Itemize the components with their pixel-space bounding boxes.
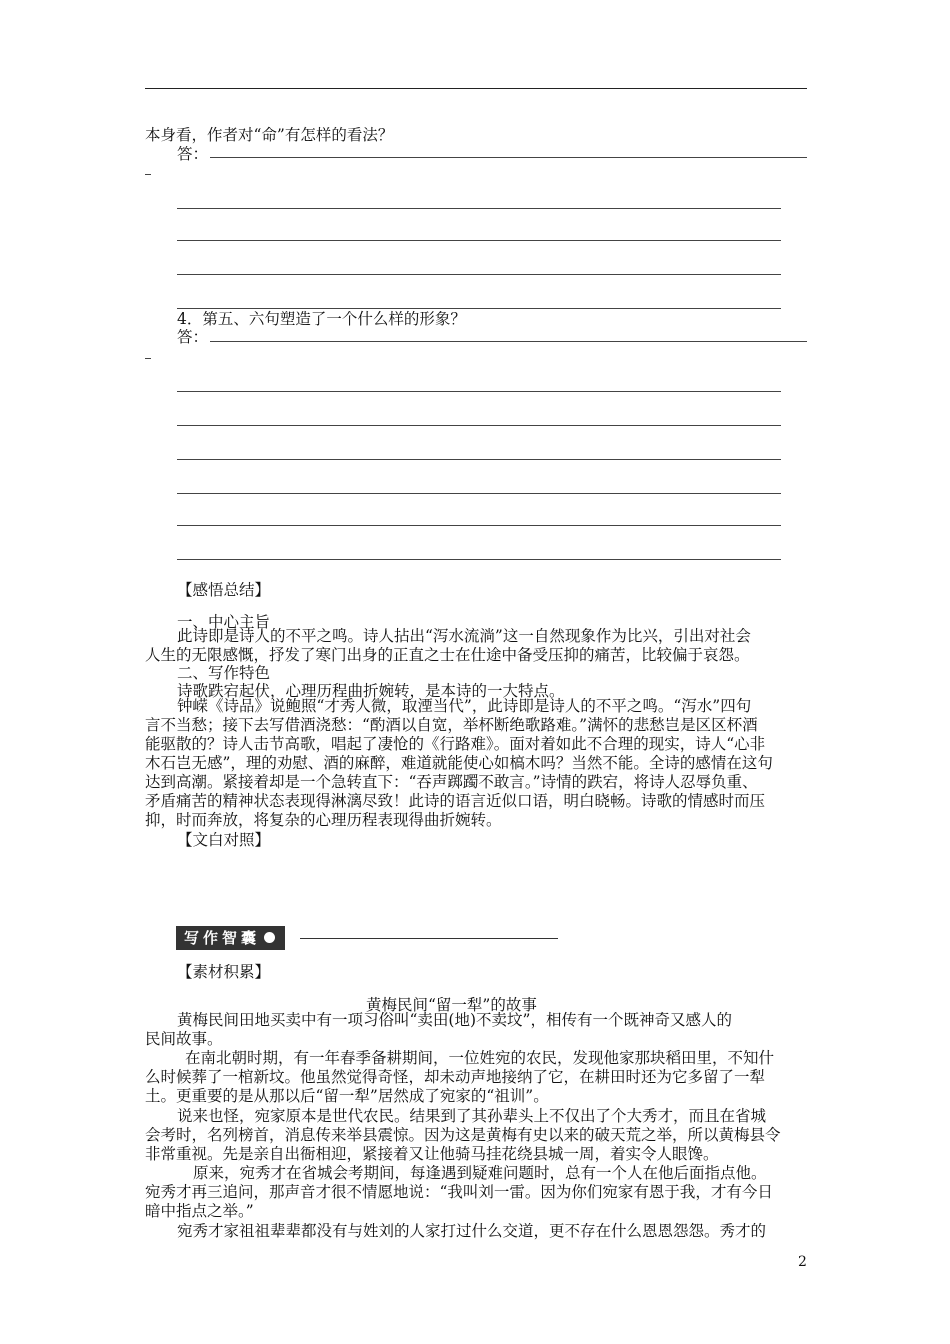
q4-answer-line-4 xyxy=(177,459,781,460)
story-p2-line-3: 土。更重要的是从那以后“留一犁”居然成了宛家的“祖训”。 xyxy=(145,1087,549,1105)
summary-s2-line-5: 达到高潮。紧接着却是一个急转直下：“吞声踯躅不敢言。”诗情的跌宕，将诗人忍辱负重、 xyxy=(145,773,758,791)
writing-heading: 【素材积累】 xyxy=(177,963,271,981)
q4-answer-line-6 xyxy=(177,525,781,526)
page-number: 2 xyxy=(798,1254,807,1270)
summary-s2-line-4: 木石岂无感”，理的劝慰、酒的麻醉，难道就能使心如槁木吗？当然不能。全诗的感情在这句 xyxy=(145,754,773,772)
story-p4-line-1: 原来，宛秀才在省城会考期间，每逢遇到疑难问题时，总有一个人在他后面指点他。 xyxy=(193,1164,767,1182)
summary-s1-line-2: 人生的无限感慨，抒发了寒门出身的正直之士在仕途中备受压抑的痛苦，比较偏于哀怨。 xyxy=(145,646,750,664)
summary-s2-line-6: 矛盾痛苦的精神状态表现得淋漓尽致！此诗的语言近似口语，明白晓畅。诗歌的情感时而压 xyxy=(145,792,766,810)
summary-section2-title: 二、写作特色 xyxy=(177,664,271,682)
summary-s2-line-2: 言不当愁；接下去写借酒浇愁：“酌酒以自宽，举杯断绝歌路难。”满怀的悲愁岂是区区杯酒 xyxy=(145,716,758,734)
q4-answer-line-5 xyxy=(177,493,781,494)
q4-answer-label: 答： xyxy=(177,328,209,346)
banner-dot-icon xyxy=(264,932,275,943)
q3-answer-line-3 xyxy=(177,240,781,241)
story-p3-line-1: 说来也怪，宛家原本是世代农民。结果到了其孙辈头上不仅出了个大秀才，而且在省城 xyxy=(177,1107,767,1125)
story-p4-line-2: 宛秀才再三追问，那声音才很不情愿地说：“我叫刘一雷。因为你们宛家有恩于我，才有今日 xyxy=(145,1183,773,1201)
q4-answer-line-7 xyxy=(177,559,781,560)
summary-s2-line-7: 抑，时而奔放，将复杂的心理历程表现得曲折婉转。 xyxy=(145,811,502,829)
q3-answer-line-2 xyxy=(177,208,781,209)
story-para-3 xyxy=(145,1107,807,1164)
q3-answer-line-4 xyxy=(177,274,781,275)
story-p3-line-2: 会考时，名列榜首，消息传来举县震惊。因为这是黄梅有史以来的破天荒之举，所以黄梅县令 xyxy=(145,1126,781,1144)
summary-s1-line-1: 此诗即是诗人的不平之鸣。诗人拈出“泻水流淌”这一自然现象作为比兴，引出对社会 xyxy=(177,627,751,645)
q4-answer-line-2 xyxy=(177,391,781,392)
q3-prompt-tail: 本身看，作者对“命”有怎样的看法？ xyxy=(145,126,394,144)
banner-rule xyxy=(300,938,558,939)
q3-line-stub xyxy=(145,174,151,175)
story-p1-line-2: 民间故事。 xyxy=(145,1030,223,1048)
translation-heading: 【文白对照】 xyxy=(177,831,271,849)
story-p1-line-1: 黄梅民间田地买卖中有一项习俗叫“卖田(地)不卖坟”，相传有一个既神奇又感人的 xyxy=(177,1011,732,1029)
story-para-1 xyxy=(145,1011,807,1049)
story-p3-line-3: 非常重视。先是亲自出衙相迎，紧接着又让他骑马挂花绕县城一周，着实令人眼馋。 xyxy=(145,1145,719,1163)
summary-section2-line1: 诗歌跌宕起伏，心理历程曲折婉转，是本诗的一大特点。 xyxy=(177,682,565,700)
header-rule xyxy=(145,88,807,89)
q4-line-stub xyxy=(145,358,151,359)
summary-section1-title: 一、中心主旨 xyxy=(177,613,271,631)
story-para-4 xyxy=(145,1164,807,1221)
q4-answer-line-3 xyxy=(177,425,781,426)
story-title: 黄梅民间“留一犁”的故事 xyxy=(366,996,537,1014)
summary-section1-body xyxy=(145,627,807,665)
story-p2-line-1: 在南北朝时期，有一年春季备耕期间，一位姓宛的农民，发现他家那块稻田里，不知什 xyxy=(185,1049,775,1067)
q3-answer-line-1 xyxy=(210,157,807,158)
q3-answer-label: 答： xyxy=(177,145,209,163)
q4-prompt: 4．第五、六句塑造了一个什么样的形象？ xyxy=(177,310,466,328)
story-para-5 xyxy=(145,1222,807,1241)
summary-heading: 【感悟总结】 xyxy=(177,581,271,599)
story-p5-line-1: 宛秀才家祖祖辈辈都没有与姓刘的人家打过什么交道，更不存在什么恩恩怨怨。秀才的 xyxy=(177,1222,767,1240)
writing-banner-label: 写作智囊 xyxy=(184,929,261,947)
writing-banner xyxy=(176,926,285,950)
story-p2-line-2: 么时候葬了一棺新坟。他虽然觉得奇怪，却未动声地接纳了它，在耕田时还为它多留了一犁 xyxy=(145,1068,766,1086)
summary-section2-body xyxy=(145,697,807,830)
summary-s2-line-1: 钟嵘《诗品》说鲍照“才秀人微，取湮当代”，此诗即是诗人的不平之鸣。“泻水”四句 xyxy=(177,697,752,715)
summary-s2-line-3: 能驱散的？诗人击节高歌，唱起了凄怆的《行路难》。面对着如此不合理的现实，诗人“心非 xyxy=(145,735,766,753)
q4-answer-line-1 xyxy=(210,341,807,342)
story-para-2 xyxy=(145,1049,807,1106)
story-p4-line-3: 暗中指点之举。” xyxy=(145,1202,254,1220)
